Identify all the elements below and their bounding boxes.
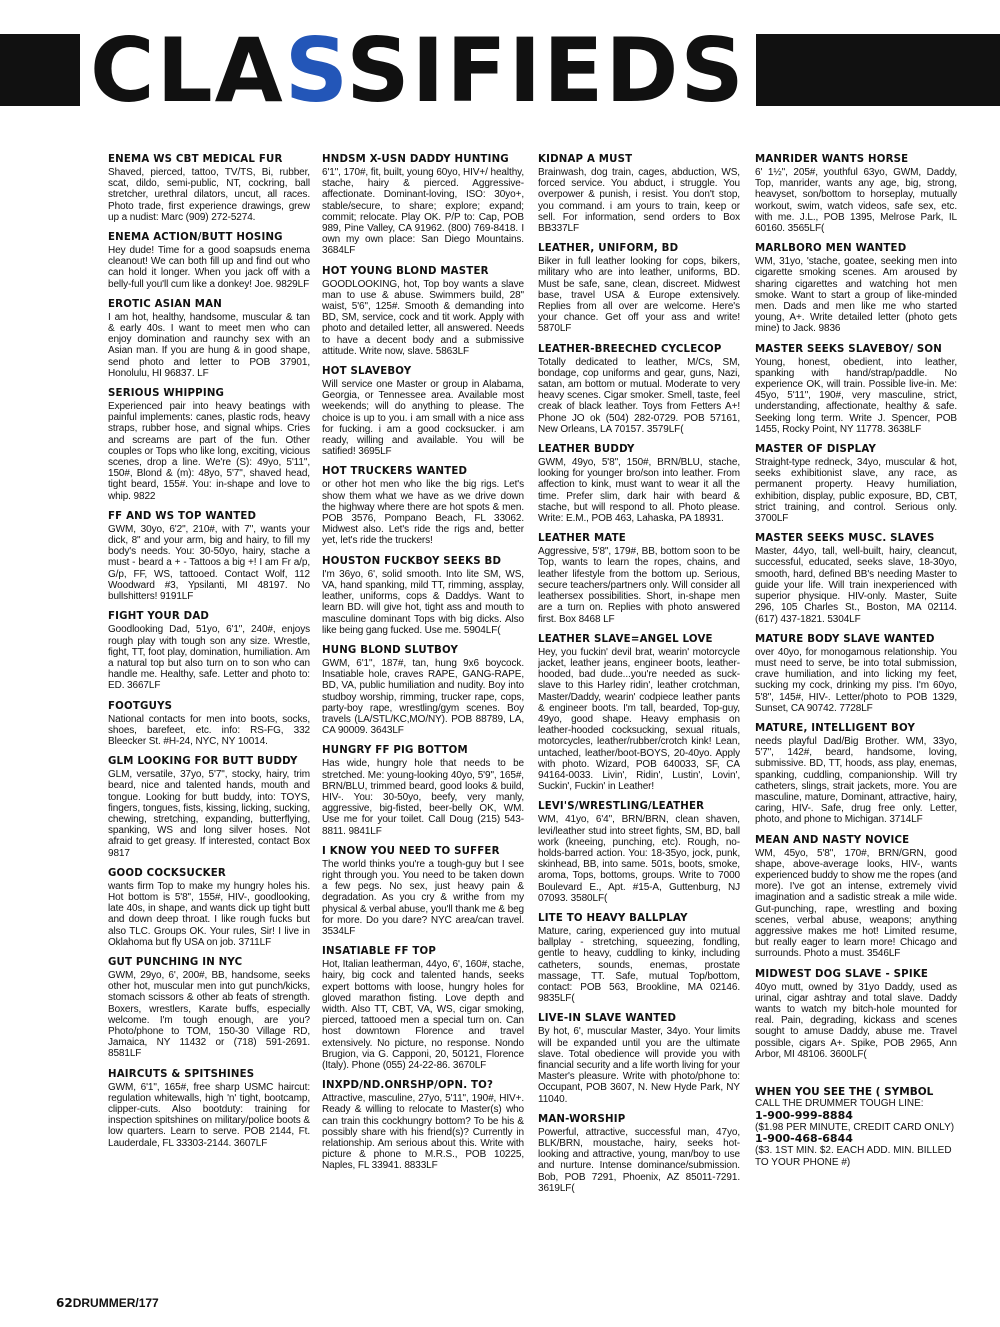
ad-body: Attractive, masculine, 27yo, 5'11", 190#, HIV+. Ready & willing to relocate to Master(s) who can train this cockhungry bottom? To be his & possibly share with his friend(s)? Currently in relationship. Am serious about this. Write with picture & phone to M.R.S., POB 10225, Naples, FL 33941. 8833LF bbox=[322, 1093, 524, 1172]
ad-body: GWM, 49yo, 5'8", 150#, BRN/BLU, stache, looking for younger bro/son into leather. From affection to kink, must want to wear it all the time. Prefer slim, dark hair with beard & stache, but will respond to all. Photo please. Write: E.M., POB 463, Lahaska, PA 18931. bbox=[538, 457, 740, 525]
classified-ad bbox=[755, 154, 957, 234]
ad-body: I'm 36yo, 6', solid smooth. Into lite SM, WS, VA, hand spanking, mild TT, rimming, assplay, leather, uniforms, cops & Daddys. Want to learn BD. will give hot, tight ass and mouth to masculine dominant Tops with big dicks. Also like being gang fucked. Use me. 5904LF( bbox=[322, 568, 524, 636]
masthead-letter: D bbox=[605, 19, 681, 122]
ad-body: Shaved, pierced, tattoo, TV/TS, Bi, rubber, scat, dildo, semi-public, NT, cockring, ball stretcher, urethral dilators, uncut, all races. Photo trade, first experience drawings, grew up a nudist: Marc (909) 272-5274. bbox=[108, 167, 310, 223]
ad-body: Has wide, hungry hole that needs to be stretched. Me: young-looking 40yo, 5'9", 165#, BRN/BLU, trimmed beard, good looks & build, HIV-. You: 30-50yo, beefy, very manly, aggressive, big-fisted, beer-belly OK, WM. Use me for your toilet. Call Doug (215) 543-8811. 9841LF bbox=[322, 758, 524, 837]
classified-ad bbox=[322, 745, 524, 836]
ad-body: WM, 41yo, 6'4", BRN/BRN, clean shaven, levi/leather stud into street fights, SM, BD, ball work (kneeing, punching, etc). Rough, no-holds-barred action. You: 18-35yo, jock, punk, skinhead, BB, into same. 501s, boots, smoke, aroma, Tops, bottoms, groups. Write to 7000 Boulevard E., Apt. #15-A, Guttenburg, NJ 07093. 3580LF( bbox=[538, 814, 740, 904]
ad-body: Aggressive, 5'8", 179#, BB, bottom soon to be Top, wants to learn the ropes, chains, and leather lifestyle from the bottom up. Serious, secure teachers/partners only. Will consider all leathersex possibilities. Short, in-shape men are a turn on. Replies with photo answered first. Box 8468 LF bbox=[538, 546, 740, 625]
ad-body: needs playful Dad/Big Brother. WM, 33yo, 5'7", 142#, beard, handsome, loving, submissive. BD, TT, hoods, ass play, enemas, spanking, cuddling, companionship. Will try catheters, slings, strait jackets, more. You are masculine, mature, Dominant, attractive, hairy, caring, HIV-. Safe, drug free only. Letter, photo, and phone to Michigan. 3714LF bbox=[755, 735, 957, 826]
ad-heading: LEATHER SLAVE=ANGEL LOVE bbox=[538, 633, 713, 645]
ad-body: Will service one Master or group in Alabama, Georgia, or Tennessee area. Available most weekends; will do anything to please. The choice is up to you. i am small with a nice ass for fucking. i am a good cocksucker. i am ready, willing and available. You will be satified! 3695LF bbox=[322, 379, 524, 458]
ad-body: Powerful, attractive, successful man, 47yo, BLK/BRN, moustache, hairy, seeks hot-looking and attractive, young, man/boy to use and nurture. Intense dominance/submission. Bob, POB 7291, Phoenix, AZ 85011-7291. 3619LF( bbox=[538, 1126, 740, 1194]
classified-ad bbox=[322, 846, 524, 937]
tough-line-rate-1: ($1.98 PER MINUTE, CREDIT CARD ONLY) bbox=[755, 1121, 955, 1133]
classified-ad bbox=[538, 1114, 740, 1194]
ad-heading: MASTER SEEKS MUSC. SLAVES bbox=[755, 533, 935, 545]
masthead-letter: S bbox=[680, 19, 746, 122]
column-4-ads bbox=[755, 154, 957, 1060]
masthead-letter: F bbox=[446, 19, 509, 122]
ad-heading: HOT SLAVEBOY bbox=[322, 366, 412, 378]
ad-heading: MATURE BODY SLAVE WANTED bbox=[755, 633, 935, 645]
classified-ad bbox=[108, 611, 310, 691]
page-number: 62 bbox=[56, 1296, 73, 1310]
classified-ad bbox=[322, 466, 524, 546]
ad-heading: LEATHER MATE bbox=[538, 533, 626, 545]
ad-heading: MARLBORO MEN WANTED bbox=[755, 243, 907, 255]
ad-heading: KIDNAP A MUST bbox=[538, 154, 633, 165]
ad-body: or other hot men who like the big rigs. Let's show them what we have as we drive down the highway where there are hot spots & men. POB 3576, Pompano Beach, FL 33062. Midwest also. Let's ride the rigs and, better yet, let's ride the truckers! bbox=[322, 479, 524, 547]
ad-body: Goodlooking Dad, 51yo, 6'1", 240#, enjoys rough play with tough son any size. Wrestle, fight, TT, foot play, domination, humiliation. Am a natural top but also turn on to son who can handle me. Healthy, safe. Letter and photo to: ED. 3667LF bbox=[108, 624, 310, 692]
ad-body: wants firm Top to make my hungry holes his. Hot bottom is 5'8", 155#, HIV-, goodlooking, late 40s, in shape, and wants dick up tight butt and down deep throat. I like rough fucks but also TLC. Groups OK. Your rules, Sir! I live in Oklahoma but fly USA on job. 3711LF bbox=[108, 880, 310, 948]
ad-body: Hey dude! Time for a good soapsuds enema cleanout! We can both fill up and find out who can hold it longer. When you jack off with a belly-full you'll cum like a donkey! Joe. 9829LF bbox=[108, 245, 310, 290]
ad-body: Straight-type redneck, 34yo, muscular & hot, seeks exhibitionist slave, any race, as permanent property. Heavy humiliation, exhibition, display, public exposure, BD, CBT, strict training, and control. Serious only. 3700LF bbox=[755, 457, 957, 525]
masthead-letter: C bbox=[90, 19, 157, 122]
classified-ad bbox=[108, 232, 310, 290]
masthead-letters bbox=[90, 19, 746, 122]
ad-heading: EROTIC ASIAN MAN bbox=[108, 298, 222, 310]
ad-body: GWM, 29yo, 6', 200#, BB, handsome, seeks other hot, muscular men into gut punch/kicks, stomach scissors & other ab feats of strength. Boxers, wrestlers, Karate buffs, especially welcome. I'm tough enough, are you? Photo/phone to TOM, 150-30 Village RD, Jamaica, NY 11432 or (718) 591-2691. 8581LF bbox=[108, 969, 310, 1060]
issue-label: DRUMMER/177 bbox=[72, 1296, 159, 1310]
ad-body: Totally dedicated to leather, M/Cs, SM, bondage, cop uniforms and gear, guns, Nazi, satan, am bottom or mutual. Moderate to very heavy scenes. Cigar smoker. Smell, taste, feel creak of black leather. Toys from Fetters A+! Phone JO ok (504) 282-0729. POB 57161, New Orleans, LA 70157. 3579LF( bbox=[538, 356, 740, 435]
column-1 bbox=[108, 154, 310, 1274]
classified-ad bbox=[755, 723, 957, 826]
classified-ad bbox=[755, 444, 957, 524]
ad-heading: MASTER OF DISPLAY bbox=[755, 444, 877, 456]
classified-ad bbox=[755, 533, 957, 624]
classified-ad bbox=[108, 957, 310, 1060]
ad-heading: HUNGRY FF PIG BOTTOM bbox=[322, 745, 468, 757]
masthead-letter: E bbox=[543, 19, 606, 122]
masthead-letter: I bbox=[508, 19, 544, 122]
ad-body: Mature, caring, experienced guy into mutual ballplay - stretching, squeezing, fondling, gentle to heavy, cuddling to kinky, including catheters, sounds, enemas, prostate massage, TT. Safe, mutual Top/bottom, contact: POB 563, Brookline, MA 02146. 9835LF( bbox=[538, 925, 740, 1005]
classified-ad bbox=[538, 154, 740, 234]
ad-heading: MATURE, INTELLIGENT BOY bbox=[755, 722, 916, 734]
ad-body: 40yo mutt, owned by 31yo Daddy, used as urinal, cigar ashtray and total slave. Daddy wants to watch my bitch-hole mounted for real. Pain, degrading, kickass and scenes sought to amuse Daddy, abuse me. Travel possible, cigars A+. Spike, POB 2965, Ann Arbor, MI 48106. 3600LF( bbox=[755, 981, 957, 1060]
page-footer bbox=[56, 1296, 159, 1310]
ad-heading: MASTER SEEKS SLAVEBOY/ SON bbox=[755, 343, 942, 355]
tough-line-box bbox=[755, 1086, 957, 1168]
ad-heading: LIVE-IN SLAVE WANTED bbox=[538, 1013, 677, 1025]
ad-body: GLM, versatile, 37yo, 5'7", stocky, hairy, trim beard, nice and talented hands, mouth and tongue. Looking for butt buddy, into: TOYS, fingers, tongues, fists, kissing, licking, sucking, chewing, stretching, expanding, butterflying, spanking, WS and long silver hoses. Not afraid to get greasy. If interested, contact Box 9817 bbox=[108, 769, 310, 859]
ad-body: Hey, you fuckin' devil brat, wearin' motorcycle jacket, leather jeans, engineer boots, leather-hooded, bad dude...you're needed as suck-slave to this Harley ridin', leather crotchman, Master/Daddy, wearin' codpiece leather pants & engineer boots. I'm tall, bearded, Top-guy, 49yo, good shape. Heavy emphasis on leather-hooded cocksucking, sexual rituals, motorcycles, leather/rubber/crotch kink! Lean, untached, leather/boot-BOYS, 20-40yo. Apply with photo. Wizard, POB 640033, SF, CA 94164-0033. Livin', Ridin', Lustin', Lovin', Suckin', Fuckin' in Leather! bbox=[538, 646, 740, 793]
ad-heading: HUNG BLOND SLUTBOY bbox=[322, 644, 459, 656]
ad-body: over 40yo, for monogamous relationship. You must need to serve, be into total submission, crave humiliation, and into licking my feet, sucking my cock, drinking my piss. I'm 60yo, 5'8", 145#, HIV-. Letter/photo to POB 1329, Sunset, CA 90742. 7728LF bbox=[755, 646, 957, 714]
column-3 bbox=[538, 154, 740, 1274]
ad-body: Master, 44yo, tall, well-built, hairy, cleancut, successful, educated, seeks slave, 18-30yo, smooth, hard, defined BB's needing Master to guide your life. Will train inexperienced with superior physique. HIV-only. Master, Suite 296, 105 Charles St., Boston, MA 02114. (617) 437-1821. 5304LF bbox=[755, 546, 957, 625]
ad-body: 6'1", 170#, fit, built, young 60yo, HIV+/ healthy, stache, hairy & pierced. Aggressive-affectionate. Dominant-loving, ISO: 30yo+, stable/secure, to share; explore; expand; commit; relocate. Play OK. P/P to: Cap, POB 989, Pine Valley, CA 91962. (800) 769-8418. I own my own place: San Diego Mountains. 3684LF bbox=[322, 167, 524, 257]
ad-body: Experienced pair into heavy beatings with painful implements: canes, plastic rods, heavy straps, rubber hose, and signal whips. Cries and screams are part of the fun. Other couples or Tops who like long, exciting, vicious scenes, drop a line. We're (S): 49yo, 5'11", 150#, Blond & (m): 48yo, 5'7", shaved head, tight beard, 155#. You: in-shape and love to whip. 9822 bbox=[108, 401, 310, 502]
classified-ad bbox=[108, 1069, 310, 1149]
ad-heading: HNDSM X-USN DADDY HUNTING bbox=[322, 154, 509, 165]
classified-ad bbox=[755, 969, 957, 1060]
masthead-letter: L bbox=[156, 19, 215, 122]
ad-body: By hot, 6', muscular Master, 34yo. Your limits will be expanded until you are the ultimate slave. Total obedience will provide you with financial security and a life worth living for your Master's pleasure. Write with photo/phone to: Occupant, POB 3607, N. New Hyde Park, NY 11040. bbox=[538, 1026, 740, 1105]
masthead-letter: S bbox=[346, 19, 412, 122]
ad-body: 6' 1½", 205#, youthful 63yo, GWM, Daddy, Top, manrider, wants any age, big, strong, heavyset, son/bottom to horseplay, mutually workout, swim, watch videos, safe sex, etc. with me. J.L., POB 1395, Melrose Park, IL 60160. 3565LF( bbox=[755, 167, 957, 235]
classified-ad bbox=[538, 1013, 740, 1104]
classified-ad bbox=[538, 444, 740, 524]
ad-heading: SERIOUS WHIPPING bbox=[108, 388, 225, 400]
classified-ad bbox=[538, 344, 740, 435]
ad-heading: FF AND WS TOP WANTED bbox=[108, 510, 257, 522]
ad-heading: FIGHT YOUR DAD bbox=[108, 611, 210, 623]
ad-heading: HOT TRUCKERS WANTED bbox=[322, 466, 468, 478]
ad-heading: LITE TO HEAVY BALLPLAY bbox=[538, 912, 688, 924]
ad-body: The world thinks you're a tough-guy but I see right through you. You need to be taken down a few pegs. No sex, just heavy pain & degradation. As you cry & writhe from my physical & verbal abuse, you'll thank me & beg for more. Do you dare? NYC area/can travel. 3534LF bbox=[322, 858, 524, 937]
ad-heading: GUT PUNCHING IN NYC bbox=[108, 956, 243, 968]
classified-ad bbox=[538, 243, 740, 334]
ad-heading: MANRIDER WANTS HORSE bbox=[755, 154, 909, 165]
ad-body: GWM, 6'1", 187#, tan, hung 9x6 boycock. Insatiable hole, craves RAPE, GANG-RAPE, BD, VA, public humiliation and nudity. Boy into studboy worship, rimming, trucker rape, cops, party-boy rape, wrestling/gym scenes. Boy travels (LA/STL/KC,MO/NY). POB 88789, LA, CA 90009. 3643LF bbox=[322, 657, 524, 737]
classified-ad bbox=[108, 701, 310, 748]
classified-ad bbox=[108, 388, 310, 502]
classified-ad bbox=[755, 344, 957, 435]
classified-ad bbox=[322, 1080, 524, 1171]
ad-body: GOODLOOKING, hot, Top boy wants a slave man to use & abuse. Swimmers build, 28" waist, 5'6", 125#. Smooth & demanding into BD, SM, service, cock and tit work. Apply with photo and detailed letter, all answered. Needs to have a decent body and a submissive attitude. Write now, slave. 5863LF bbox=[322, 278, 524, 357]
ad-heading: HAIRCUTS & SPITSHINES bbox=[108, 1068, 255, 1080]
tough-line-phone-2: 1-900-468-6844 bbox=[755, 1132, 853, 1145]
ad-heading: ENEMA WS CBT MEDICAL FUR bbox=[108, 154, 283, 165]
ad-heading: LEATHER, UNIFORM, BD bbox=[538, 243, 679, 255]
classified-ad bbox=[108, 511, 310, 602]
ad-body: Biker in full leather looking for cops, bikers, military who are into leather, uniforms, BD. Must be safe, sane, clean, discreet. Midwest base, travel USA & Europe extensively. Replies from all over are welcome. Here's your chance. Get off your ass and write! 5870LF bbox=[538, 256, 740, 335]
ad-body: WM, 31yo, 'stache, goatee, seeking men into cigarette smoking scenes. Am aroused by sharing cigarettes and watching hot men smoke. Want to start a group of like-minded men. Dads and men like me who started young, A+. Write detailed letter (photo gets mine) to Jack. 9836 bbox=[755, 256, 957, 335]
ad-heading: HOT YOUNG BLOND MASTER bbox=[322, 265, 489, 277]
ad-body: Brainwash, dog train, cages, abduction, WS, forced service. You abduct, i struggle. You overpower & punish, i resist. You don't stop, you command. i am yours to train, keep or sell. For information, send orders to Box BB337LF bbox=[538, 167, 740, 235]
ad-heading: INXPD/ND.ONRSHP/OPN. TO? bbox=[322, 1080, 494, 1092]
masthead-title bbox=[80, 19, 756, 122]
tough-line-call: CALL THE DRUMMER TOUGH LINE: bbox=[755, 1098, 924, 1109]
classified-ad bbox=[322, 154, 524, 257]
ad-heading: ENEMA ACTION/BUTT HOSING bbox=[108, 232, 283, 244]
classified-ad bbox=[755, 634, 957, 714]
masthead-letter: I bbox=[411, 19, 447, 122]
ad-heading: MEAN AND NASTY NOVICE bbox=[755, 834, 910, 846]
ad-body: Hot, Italian leatherman, 44yo, 6', 160#, stache, hairy, big cock and talented hands, seeks expert bottoms with loose, hungry holes for gloved marathon fisting. Love depth and width. Also TT, CBT, VA, WS, cigar smoking, pierced, tattooed men a special turn on. Can host downtown Florence and travel extensively. No picture, no response. Nondo Brugion, via G. Capponi, 20, 50121, Florence (Italy). Phone (055) 24-22-86. 3670LF bbox=[322, 959, 524, 1071]
ad-heading: GOOD COCKSUCKER bbox=[108, 867, 226, 879]
classified-ad bbox=[108, 299, 310, 379]
masthead-letter: A bbox=[214, 19, 285, 122]
classified-ad bbox=[322, 556, 524, 636]
ad-body: WM, 45yo, 5'8", 170#, BRN/GRN, good shape, above-average looks, HIV-, wants experienced buddy to show me the ropes (and more). I've got an intense, extremely vivid imagination and a sadistic streak a mile wide. Gut-punching, rape, wrestling and boxing scenes, verbal abuse, weapons; anything aggressive makes me hot! Limited resume, but really eager to learn more! Chicago and surrounds. Photo a must. 3546LF bbox=[755, 847, 957, 960]
classified-ad bbox=[755, 243, 957, 334]
masthead-letter: S bbox=[284, 19, 347, 122]
ad-body: National contacts for men into boots, socks, shoes, barefeet, etc. info: RS-FG, 332 Bleecker St. #H-24, NYC, NY 10014. bbox=[108, 713, 310, 747]
classified-ad bbox=[755, 835, 957, 960]
ad-heading: MIDWEST DOG SLAVE - SPIKE bbox=[755, 968, 929, 980]
classified-ad bbox=[538, 634, 740, 793]
classified-ad bbox=[322, 946, 524, 1071]
ad-heading: LEATHER BUDDY bbox=[538, 444, 635, 456]
ad-heading: GLM LOOKING FOR BUTT BUDDY bbox=[108, 756, 298, 768]
ad-heading: MAN-WORSHIP bbox=[538, 1113, 626, 1125]
ad-heading: I KNOW YOU NEED TO SUFFER bbox=[322, 845, 500, 857]
ad-body: GWM, 30yo, 6'2", 210#, with 7", wants your dick, 8" and your arm, big and hairy, to fill my body's needs. You: 30-50yo, hairy, stache a must - beard a + - Tattoos a big +! I am Fr a/p, G/p, FF, WS, tattooed. Contact Wolf, 112 Woodward #3, Ypsilanti, MI 48197. No bullshitters! 9191LF bbox=[108, 523, 310, 603]
tough-line-rate-2: ($3. 1ST MIN. $2. EACH ADD. MIN. BILLED TO YOUR PHONE #) bbox=[755, 1145, 952, 1168]
classified-ad bbox=[322, 366, 524, 457]
ad-body: I am hot, healthy, handsome, muscular & tan & early 40s. I want to meet men who can enjoy domination and raunchy sex with an Asian man. If you are hung & in good shape, send photo and letter to POB 37901, Honolulu, HI 96837. LF bbox=[108, 311, 310, 379]
ad-heading: FOOTGUYS bbox=[108, 700, 173, 712]
classified-ad bbox=[538, 533, 740, 624]
ad-body: GWM, 6'1", 165#, free sharp USMC haircut: regulation whitewalls, high 'n' tight, bootcamp, clipper-cuts. Also bootduty: training for inspection spitshines on military/police boots & low quarters. Learn to serve. POB 2144, Ft. Lauderdale, FL 33303-2144. 3607LF bbox=[108, 1081, 310, 1149]
ad-heading: LEVI'S/WRESTLING/LEATHER bbox=[538, 801, 705, 813]
tough-line-heading: WHEN YOU SEE THE ( SYMBOL bbox=[755, 1086, 934, 1098]
tough-line-phone-1: 1-900-999-8884 bbox=[755, 1108, 853, 1122]
classified-ad bbox=[108, 756, 310, 859]
classified-ad bbox=[108, 154, 310, 223]
column-2 bbox=[322, 154, 524, 1274]
ad-heading: HOUSTON FUCKBOY SEEKS BD bbox=[322, 555, 502, 567]
ad-heading: LEATHER-BREECHED CYCLECOP bbox=[538, 343, 722, 355]
classified-ad bbox=[108, 868, 310, 948]
ad-body: Young, honest, obedient, into leather, spanking with hand/strap/paddle. No experience OK, will train. Possible live-in. Me: 45yo, 5'11", 190#, very masculine, strict, understanding, affectionate, healthy & safe. Seeking long term. Write J. Spencer, POB 1455, Rocky Point, NY 11778. 3638LF bbox=[755, 356, 957, 435]
column-4 bbox=[755, 154, 957, 1274]
classified-ad bbox=[322, 645, 524, 736]
ad-heading: INSATIABLE FF TOP bbox=[322, 946, 437, 958]
classified-ad bbox=[538, 913, 740, 1004]
classified-ad bbox=[538, 801, 740, 904]
classified-ad bbox=[322, 266, 524, 357]
